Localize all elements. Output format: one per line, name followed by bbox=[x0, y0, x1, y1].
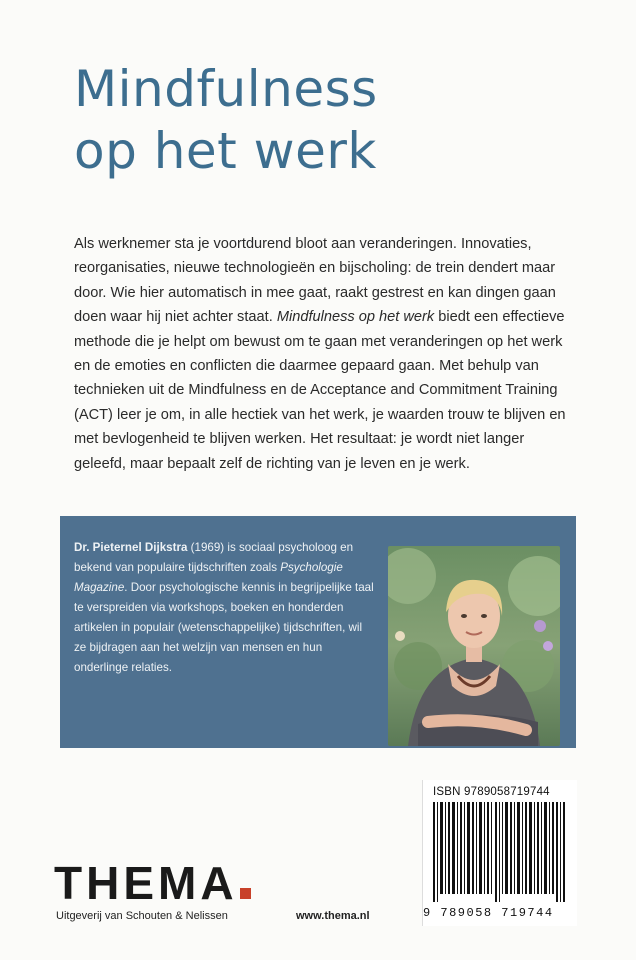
title-line-2: op het werk bbox=[74, 122, 377, 180]
barcode-digits: 9 789058 719744 bbox=[423, 906, 554, 920]
author-photo bbox=[388, 546, 560, 746]
publisher-subtitle: Uitgeverij van Schouten & Nelissen bbox=[56, 910, 228, 922]
book-blurb bbox=[74, 232, 574, 476]
author-name: Dr. Pieternel Dijkstra bbox=[74, 541, 188, 554]
publisher-website: www.thema.nl bbox=[296, 910, 370, 922]
blurb-italic-title: Mindfulness op het werk bbox=[276, 309, 435, 326]
book-title bbox=[74, 58, 594, 182]
logo-square-icon bbox=[240, 888, 251, 899]
publisher-logo-text: THEMA bbox=[54, 857, 238, 909]
blurb-text-2: biedt een effectieve methode die je helpt om bewust om te gaan met veranderingen op het werk en de emoties en conflicten die daarmee gepaard gaan. Met behulp van technieken uit de Mindfulness en de Acceptance and Commitment Training (ACT) leer je om, in alle hectiek van het werk, je waarden trouw te blijven en met bevlogenheid te blijven werken. Het resultaat: je wordt niet langer geleefd, maar bepaalt zelf de richting van je leven en je werk. bbox=[74, 309, 566, 472]
author-section bbox=[60, 516, 576, 748]
isbn-label: ISBN 9789058719744 bbox=[433, 786, 550, 798]
author-bio bbox=[74, 538, 374, 678]
author-bio-text-1: (1969) is sociaal psycholoog en bekend van populaire tijdschriften zoals bbox=[74, 541, 354, 574]
author-bio-text-2: . Door psychologische kennis in begrijpelijke taal te verspreiden via workshops, boeken en honderden artikelen in populair (wetenschappelijke) tijdschriften, wil ze bijdragen aan het welzijn van mensen en hun onderlinge relaties. bbox=[74, 581, 374, 674]
publisher-logo bbox=[54, 857, 251, 909]
barcode-area bbox=[422, 780, 577, 926]
barcode-icon bbox=[431, 802, 569, 902]
author-bio-magazine: Psychologie Magazine bbox=[74, 561, 343, 594]
title-line-1: Mindfulness bbox=[74, 60, 378, 118]
blurb-text-1: Als werknemer sta je voortdurend bloot aan veranderingen. Innovaties, reorganisaties, nieuwe technologieën en bijscholing: de trein dendert maar door. Wie hier automatisch in mee gaat, raakt gestrest en kan dingen gaan doen waar hij niet achter staat. bbox=[74, 236, 556, 326]
